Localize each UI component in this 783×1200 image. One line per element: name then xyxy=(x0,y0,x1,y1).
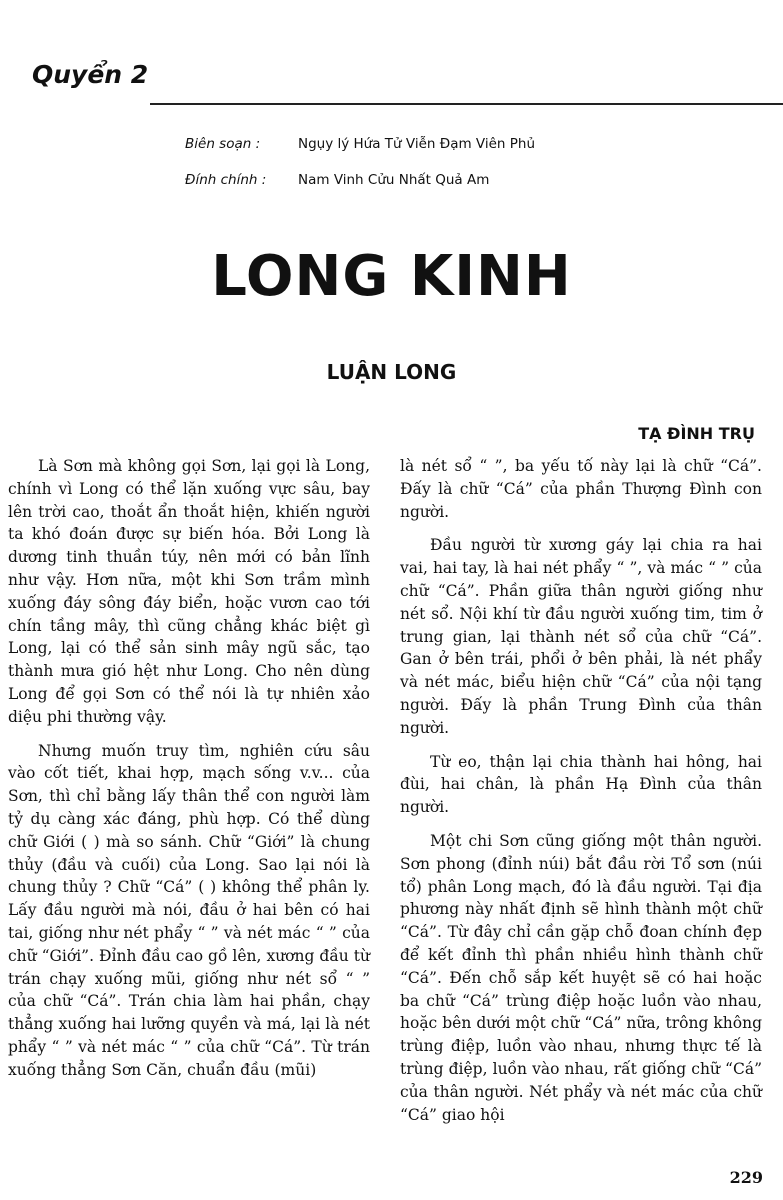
header-divider xyxy=(150,103,783,105)
paragraph-continuation: là nét sổ “ ”, ba yếu tố này lại là chữ “Cá”. Đấy là chữ “Cá” của phần Thượng Đình con người. xyxy=(400,457,762,521)
paragraph: Một chi Sơn cũng giống một thân người. Sơn phong (đỉnh núi) bắt đầu rời Tổ sơn (núi tổ) phân Long mạch, đó là đầu người. Tại địa phương này nhất định sẽ hình thành một chữ “Cá”. Từ đây chỉ cần gặp chỗ đoan chính đẹp để kết đỉnh thì phần nhiều hình thành chữ “Cá”. Đến chỗ sắp kết huyệt sẽ có hai hoặc ba chữ “Cá” trùng điệp hoặc luồn vào nhau, hoặc bên dưới một chữ “Cá” nữa, trông không trùng điệp, luồn vào nhau, nhưng thực tế là trùng điệp, luồn vào nhau, rất giống chữ “Cá” của thân người. Nét phẩy và nét mác của chữ “Cá” giao hội xyxy=(400,831,762,1124)
credit-value: Nam Vinh Cửu Nhất Quả Am xyxy=(298,172,490,188)
author-name: TẠ ĐÌNH TRỤ xyxy=(638,424,755,443)
paragraph: Nhưng muốn truy tìm, nghiên cứu sâu vào cốt tiết, khai hợp, mạch sống v.v... của Sơn, thì chỉ bằng lấy thân thể con người làm tỷ dụ càng xác đáng, phù hợp. Có thể dùng chữ Giới ( ) mà so sánh. Chữ “Giới” là chung thủy (đầu và cuối) của Long. Sao lại nói là chung thủy ? Chữ “Cá” ( ) không thể phân ly. Lấy đầu người mà nói, đầu ở hai bên có hai tai, giống như nét phẩy “ ” và nét mác “ ” của chữ “Giới”. Đỉnh đầu cao gồ lên, xương đầu từ trán chạy xuống mũi, giống như nét sổ “ ” của chữ “Cá”. Trán chia làm hai phần, chạy thẳng xuống hai lưỡng quyền và má, lại là nét phẩy “ ” và nét mác “ ” của chữ “Cá”. Từ trán xuống thẳng Sơn Căn, chuẩn đầu (mũi) xyxy=(8,741,370,1079)
credit-value: Ngụy lý Hứa Tử Viễn Đạm Viên Phủ xyxy=(298,136,536,152)
section-subtitle: LUẬN LONG xyxy=(326,360,457,384)
credit-label: Đính chính : xyxy=(185,172,267,188)
credit-label: Biên soạn : xyxy=(185,136,261,152)
credit-row-editor xyxy=(185,136,535,172)
left-text-column xyxy=(8,455,370,1093)
chapter-title: LONG KINH xyxy=(211,244,572,309)
paragraph: Là Sơn mà không gọi Sơn, lại gọi là Long, chính vì Long có thể lặn xuống vực sâu, bay lên trời cao, thoắt ẩn thoắt hiện, khiến người ta khó đoán được sự biến hóa. Bởi Long là dương tinh thuần túy, nên mới có bản lĩnh như vậy. Hơn nữa, một khi Sơn trầm mình xuống đáy sông đáy biển, hoặc vươn cao tới chín tầng mây, thì cũng chẳng khác biệt gì Long, lại có thể sản sinh mây ngũ sắc, tạo thành mưa gió hệt như Long. Cho nên dùng Long để gọi Sơn có thể nói là tự nhiên xảo diệu phi thường vậy. xyxy=(8,457,370,726)
credits-block xyxy=(185,136,535,208)
right-text-column xyxy=(400,455,762,1137)
paragraph: Từ eo, thận lại chia thành hai hông, hai đùi, hai chân, là phần Hạ Đình của thân người. xyxy=(400,752,762,817)
book-section-header: Quyển 2 xyxy=(32,60,149,89)
credit-row-corrector xyxy=(185,172,535,208)
paragraph: Đầu người từ xương gáy lại chia ra hai vai, hai tay, là hai nét phẩy “ ”, và mác “ ” của chữ “Cá”. Phần giữa thân người giống như nét sổ. Nội khí từ đầu người xuống tim, tim ở trung gian, lại thành nét sổ của chữ “Cá”. Gan ở bên trái, phổi ở bên phải, là nét phẩy và nét mác, biểu hiện chữ “Cá” của nội tạng người. Đấy là phần Trung Đình của thân người. xyxy=(400,536,762,737)
page-number: 229 xyxy=(729,1168,763,1187)
